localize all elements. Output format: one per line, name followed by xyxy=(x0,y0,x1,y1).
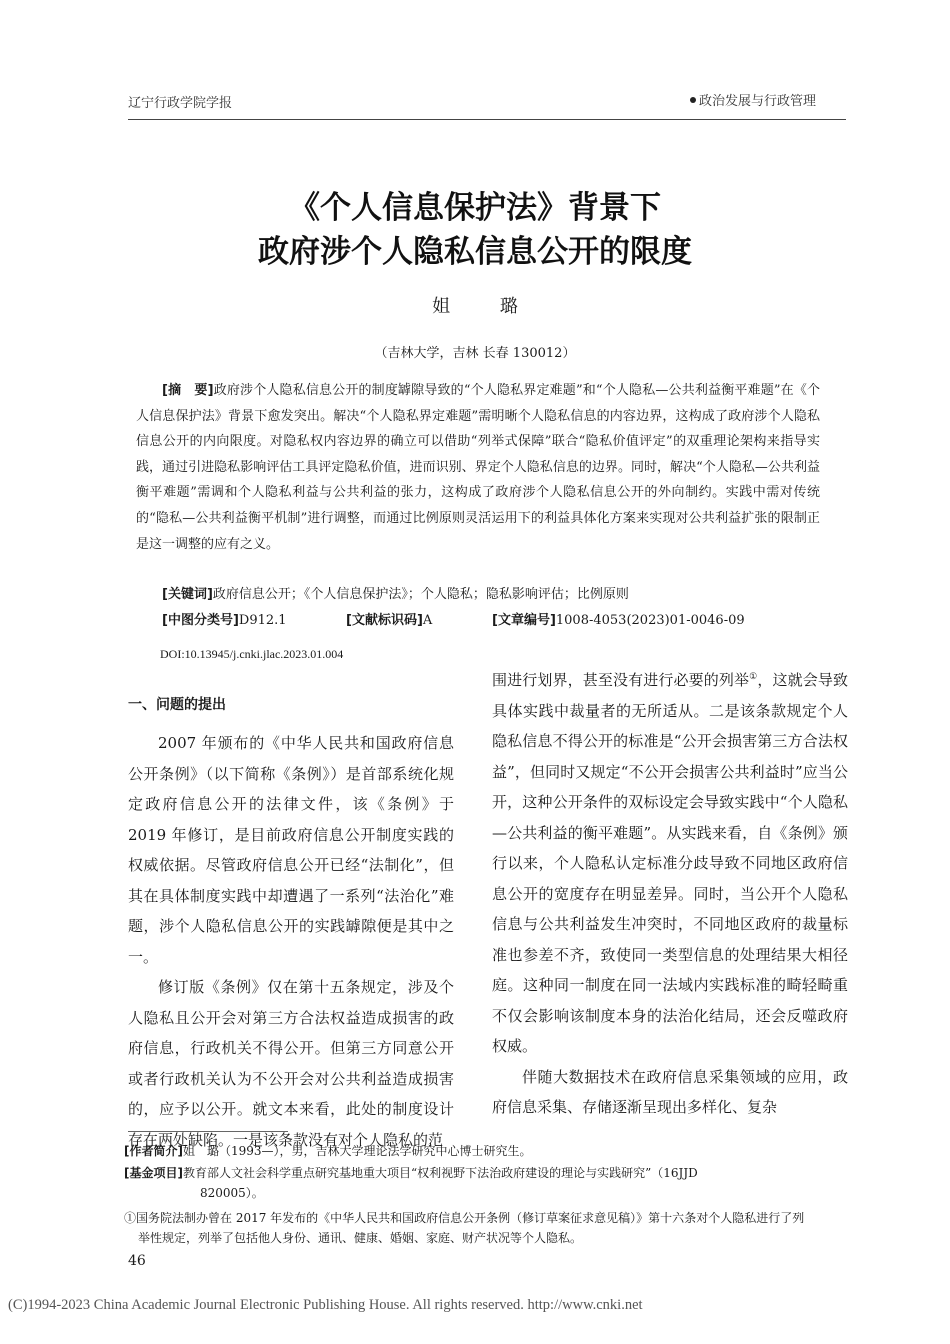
abstract-label: [摘 要] xyxy=(162,383,214,398)
doccode-label: [文献标识码] xyxy=(346,613,423,628)
title-line-2: 政府涉个人隐私信息公开的限度 xyxy=(258,234,692,270)
author-note-label: [作者简介] xyxy=(124,1144,183,1158)
left-column xyxy=(128,728,454,1155)
clc-label: [中图分类号] xyxy=(162,613,239,628)
clc-value: D912.1 xyxy=(238,613,287,628)
doccode-value: A xyxy=(422,613,433,628)
right-column xyxy=(492,662,848,1123)
abstract-text: 政府涉个人隐私信息公开的制度罅隙导致的“个人隐私界定难题”和“个人隐私—公共利益衡平难题”在《个人信息保护法》背景下愈发突出。解决“个人隐私界定难题”需明晰个人隐私信息的内容边界，这构成了政府涉个人隐私信息公开的内向限度。对隐私权内容边界的确立可以借助“列举式保障”联合“隐私价值评定”的双重理论架构来指导实践，通过引进隐私影响评估工具评定隐私价值，进而识别、界定个人隐私信息的边界。同时，解决“个人隐私—公共利益衡平难题”需调和个人隐私利益与公共利益的张力，这构成了政府涉个人隐私信息公开的外向制约。实践中需对传统的“隐私—公共利益衡平机制”进行调整，而通过比例原则灵活运用下的利益具体化方案来实现对公共利益扩张的限制正是这一调整的应有之义。 xyxy=(136,383,820,552)
paragraph: 修订版《条例》仅在第十五条规定，涉及个人隐私且公开会对第三方合法权益造成损害的政府信息，行政机关不得公开。但第三方同意公开或者行政机关认为不公开会对公共利益造成损害的，应予以公开。就文本来看，此处的制度设计存在两处缺陷。一是该条款没有对个人隐私的范 xyxy=(128,978,454,1149)
paragraph: 伴随大数据技术在政府信息采集领域的应用，政府信息采集、存储逐渐呈现出多样化、复杂 xyxy=(492,1067,848,1116)
section-name xyxy=(690,90,816,109)
author-note-text: 姐 璐（1993—），男，吉林大学理论法学研究中心博士研究生。 xyxy=(182,1144,532,1158)
articleno-label: [文章编号] xyxy=(492,613,556,628)
bullet-icon xyxy=(690,97,696,103)
fund-note-text: 教育部人文社会科学重点研究基地重大项目“权利视野下法治政府建设的理论与实践研究”（16JJD xyxy=(182,1166,698,1180)
doccode-item xyxy=(346,609,492,628)
header-rule xyxy=(128,119,846,120)
fund-note-continued: 820005）。 xyxy=(200,1186,264,1200)
fund-note-label: [基金项目] xyxy=(124,1166,183,1180)
abstract xyxy=(136,378,820,557)
paragraph-text: ，这就会导致具体实践中裁量者的无所适从。二是该条款规定个人隐私信息不得公开的标准是“公开会损害第三方合法权益”，但同时又规定“不公开会损害公共利益时”应当公开，这种公开条件的双标设定会导致实践中“个人隐私—公共利益的衡平难题”。从实践来看，自《条例》颁行以来，个人隐私认定标准分歧导致不同地区政府信息公开的宽度存在明显差异。同时，当公开个人隐私信息与公共利益发生冲突时，不同地区政府的裁量标准也参差不齐，致使同一类型信息的处理结果大相径庭。这种同一制度在同一法域内实践标准的畸轻畸重不仅会影响该制度本身的法治化结局，还会反噬政府权威。 xyxy=(492,671,848,1055)
footnote-rule xyxy=(128,1131,288,1132)
fund-note xyxy=(124,1163,846,1203)
fund-note-line xyxy=(124,1163,846,1183)
keywords-text: 政府信息公开；《个人信息保护法》；个人隐私；隐私影响评估；比例原则 xyxy=(212,587,629,602)
articleno-value: 1008-4053(2023)01-0046-09 xyxy=(555,613,745,628)
footnote-1 xyxy=(124,1208,846,1248)
copyright-watermark: (C)1994-2023 China Academic Journal Electronic Publishing House. All rights reserved. http://www.cnki.net xyxy=(8,1297,643,1313)
article-title xyxy=(0,186,950,274)
section-label: 政治发展与行政管理 xyxy=(698,94,816,109)
author-note xyxy=(124,1141,532,1161)
footnote-1-line xyxy=(124,1208,846,1228)
footnote-1-text: 国务院法制办曾在 2017 年发布的《中华人民共和国政府信息公开条例（修订草案征求意见稿）》第十六条对个人隐私进行了列 xyxy=(136,1211,805,1225)
page-number: 46 xyxy=(128,1253,146,1269)
paragraph xyxy=(492,662,848,1062)
author-name: 姐 璐 xyxy=(432,296,540,317)
keywords-label: [关键词] xyxy=(162,587,213,602)
footnote-1-continued: 举性规定，列举了包括他人身份、通讯、健康、婚姻、家庭、财产状况等个人隐私。 xyxy=(138,1231,583,1245)
paragraph: 2007 年颁布的《中华人民共和国政府信息公开条例》（以下简称《条例》）是首部系统化规定政府信息公开的法律文件，该《条例》于 2019 年修订，是目前政府信息公开制度实践的权威依据。尽管政府信息公开已经“法制化”，但其在具体制度实践中却遭遇了一系列“法治化”难题，涉个人隐私信息公开的实践罅隙便是其中之一。 xyxy=(128,734,454,966)
articleno-item xyxy=(492,609,745,628)
footnote-1-mark: ① xyxy=(124,1211,137,1225)
title-line-1: 《个人信息保护法》背景下 xyxy=(289,190,661,226)
keywords xyxy=(162,583,629,602)
footnote-ref[interactable]: ① xyxy=(749,672,758,682)
journal-name: 辽宁行政学院学报 xyxy=(128,96,233,111)
doi: DOI:10.13945/j.cnki.jlac.2023.01.004 xyxy=(160,647,344,661)
classification-row xyxy=(162,609,820,628)
clc-item xyxy=(162,609,346,628)
paragraph-text: 围进行划界，甚至没有进行必要的列举 xyxy=(492,671,750,689)
author-affiliation: （吉林大学，吉林 长春 130012） xyxy=(374,346,576,361)
section-heading: 一、问题的提出 xyxy=(128,697,226,713)
